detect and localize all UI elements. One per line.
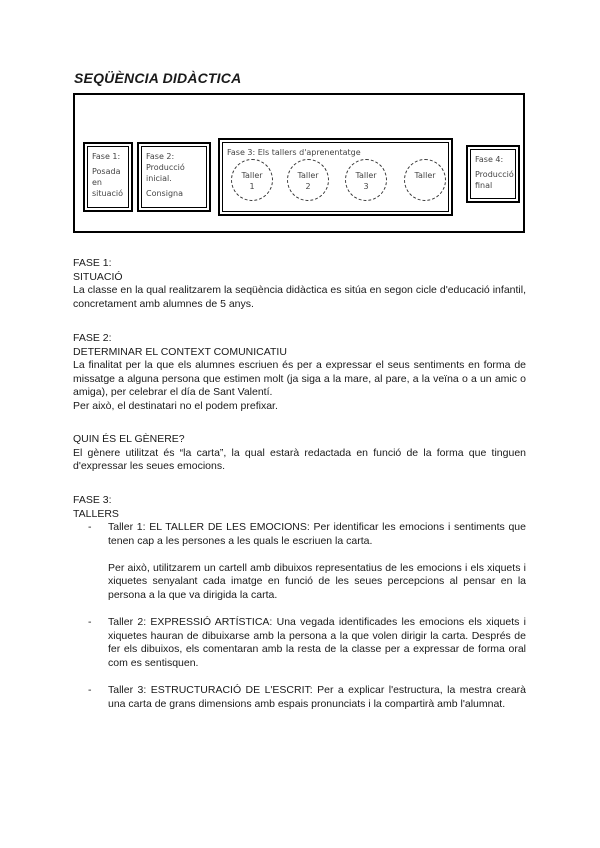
section-heading: FASE 2: xyxy=(73,332,112,344)
section-fase-1 xyxy=(73,257,526,311)
section-fase-2 xyxy=(73,332,526,413)
phase-3-title: Fase 3: Els tallers d'aprenentatge xyxy=(227,148,361,157)
taller-circle-4 xyxy=(404,159,446,201)
section-subheading: DETERMINAR EL CONTEXT COMUNICATIU xyxy=(73,345,287,358)
taller-circle-label: Taller xyxy=(297,171,319,180)
phase-2-line: Producció xyxy=(146,163,185,172)
list-item xyxy=(88,616,526,670)
section-body: La finalitat per la que els alumnes escriuen és per a expressar el seus sentiments en forma de missatge a alguna persona que estimen molt (ja siga a la mare, al pare, a la veïna o a un amic o amiga), per celebrar el día de Sant Valentí. xyxy=(73,359,526,398)
taller-circle-label: Taller xyxy=(355,171,377,180)
taller-circle-label: Taller xyxy=(414,171,436,180)
list-item-text: Taller 1: EL TALLER DE LES EMOCIONS: Per identificar les emocions i sentiments que tenen cap a les persones a les quals le escriuen la carta. xyxy=(108,521,526,547)
taller-circle-1 xyxy=(231,159,273,201)
section-heading: QUIN ÉS EL GÈNERE? xyxy=(73,433,185,445)
section-heading: FASE 3: xyxy=(73,494,112,506)
phase-1-line: Posada xyxy=(92,167,121,176)
section-body: Per això, el destinatari no el podem prefixar. xyxy=(73,399,278,412)
phase-2-box xyxy=(137,142,211,212)
section-subheading: SITUACIÓ xyxy=(73,270,123,283)
tallers-list xyxy=(88,521,526,725)
section-subheading: TALLERS xyxy=(73,507,119,520)
phase-4-line: Producció xyxy=(475,170,514,179)
list-item xyxy=(88,521,526,602)
section-body: El gènere utilitzat és “la carta”, la qual estarà redactada en funció de la forma que tinguen d'expressar les seues emocions. xyxy=(73,446,526,472)
list-item-text: Taller 2: EXPRESSIÓ ARTÍSTICA: Una vegada identificades les emocions els xiquets i xiquetes hauran de dibuixarse amb la persona a la que volen dirigir la carta. Després de fer els dibuixos, els comentaran amb la resta de la classe per a expressar de forma oral com es sentisquen. xyxy=(108,616,526,669)
phase-2-title: Fase 2: xyxy=(146,152,175,161)
sequence-diagram xyxy=(73,93,525,233)
phase-2-line: inicial. xyxy=(146,174,172,183)
document-title: SEQÜÈNCIA DIDÀCTICA xyxy=(74,70,242,86)
taller-circle-label: Taller xyxy=(241,171,263,180)
phase-1-title: Fase 1: xyxy=(92,152,121,161)
phase-4-line: final xyxy=(475,181,493,190)
section-fase-3 xyxy=(73,494,526,521)
list-bullet: - xyxy=(88,684,92,696)
taller-circle-number: 1 xyxy=(249,182,255,191)
phase-2-line: Consigna xyxy=(146,189,183,198)
taller-circle-number: 2 xyxy=(305,182,311,191)
phase-4-box xyxy=(466,145,520,203)
list-item-text: Per això, utilitzarem un cartell amb dibuixos representatius de les emocions i els xiquets i xiquetes senyalant cada imatge en funció de les seues percepcions al pensar en la persona a la que va dirigida la carta. xyxy=(108,561,526,601)
phase-1-box xyxy=(83,142,133,212)
taller-circle-2 xyxy=(287,159,329,201)
list-item xyxy=(88,684,526,711)
phase-1-line: situació xyxy=(92,189,124,198)
phase-3-box xyxy=(218,138,453,216)
section-genere xyxy=(73,433,526,474)
taller-circle-3 xyxy=(345,159,387,201)
list-item-text: Taller 3: ESTRUCTURACIÓ DE L'ESCRIT: Per a explicar l'estructura, la mestra crearà una carta de grans dimensions amb espais pronunciats i la compartirà amb l'alumnat. xyxy=(108,684,526,710)
list-bullet: - xyxy=(88,521,92,533)
taller-circle-number: 3 xyxy=(363,182,369,191)
section-body: La classe en la qual realitzarem la seqüència didàctica es sitúa en segon cicle d'educació infantil, concretament amb alumnes de 5 anys. xyxy=(73,284,526,310)
list-bullet: - xyxy=(88,616,92,628)
section-heading: FASE 1: xyxy=(73,257,112,269)
phase-4-title: Fase 4: xyxy=(475,155,504,164)
phase-1-line: en xyxy=(92,178,102,187)
